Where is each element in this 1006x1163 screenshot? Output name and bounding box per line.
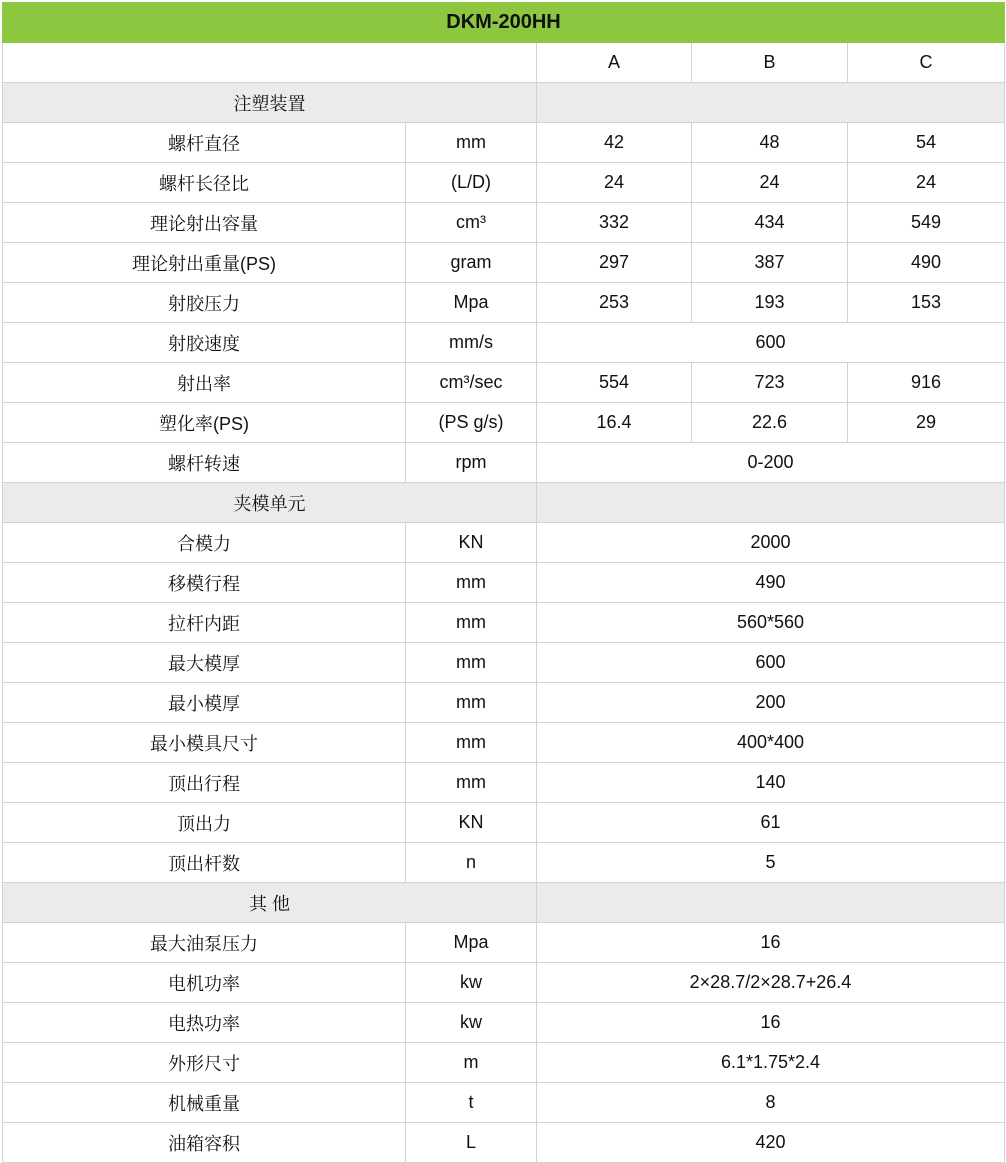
value-shared: 490 <box>537 563 1005 603</box>
param-name: 顶出力 <box>3 803 406 843</box>
param-unit: t <box>406 1083 537 1123</box>
spec-row <box>3 323 1005 363</box>
spec-table-body <box>3 3 1005 1163</box>
param-unit: mm <box>406 683 537 723</box>
value-b: 434 <box>692 203 848 243</box>
value-c: 24 <box>848 163 1005 203</box>
param-unit: n <box>406 843 537 883</box>
param-name: 顶出杆数 <box>3 843 406 883</box>
spec-row <box>3 523 1005 563</box>
value-shared: 420 <box>537 1123 1005 1163</box>
param-name: 最小模具尺寸 <box>3 723 406 763</box>
param-name: 理论射出重量(PS) <box>3 243 406 283</box>
param-unit: KN <box>406 803 537 843</box>
model-title: DKM-200HH <box>3 3 1005 43</box>
section-header-row <box>3 483 1005 523</box>
spec-row <box>3 203 1005 243</box>
spec-row <box>3 403 1005 443</box>
param-unit: Mpa <box>406 923 537 963</box>
param-name: 外形尺寸 <box>3 1043 406 1083</box>
value-c: 916 <box>848 363 1005 403</box>
param-name: 理论射出容量 <box>3 203 406 243</box>
param-name: 最大油泵压力 <box>3 923 406 963</box>
value-shared: 200 <box>537 683 1005 723</box>
value-shared: 8 <box>537 1083 1005 1123</box>
param-unit: mm <box>406 563 537 603</box>
spec-row <box>3 163 1005 203</box>
column-header-c: C <box>848 43 1005 83</box>
param-unit: kw <box>406 963 537 1003</box>
spec-table <box>2 2 1005 1163</box>
param-unit: mm <box>406 603 537 643</box>
header-blank-cell <box>3 43 537 83</box>
param-name: 射出率 <box>3 363 406 403</box>
value-shared: 600 <box>537 323 1005 363</box>
param-name: 油箱容积 <box>3 1123 406 1163</box>
value-b: 193 <box>692 283 848 323</box>
spec-row <box>3 843 1005 883</box>
value-a: 554 <box>537 363 692 403</box>
section-fill-cell <box>537 883 1005 923</box>
column-header-row <box>3 43 1005 83</box>
value-shared: 16 <box>537 1003 1005 1043</box>
spec-row <box>3 923 1005 963</box>
value-c: 153 <box>848 283 1005 323</box>
param-name: 螺杆直径 <box>3 123 406 163</box>
spec-row <box>3 1123 1005 1163</box>
param-name: 螺杆长径比 <box>3 163 406 203</box>
param-name: 射胶压力 <box>3 283 406 323</box>
param-unit: mm/s <box>406 323 537 363</box>
spec-row <box>3 963 1005 1003</box>
section-fill-cell <box>537 483 1005 523</box>
value-shared: 0-200 <box>537 443 1005 483</box>
value-c: 549 <box>848 203 1005 243</box>
param-unit: KN <box>406 523 537 563</box>
value-shared: 6.1*1.75*2.4 <box>537 1043 1005 1083</box>
value-a: 24 <box>537 163 692 203</box>
param-name: 机械重量 <box>3 1083 406 1123</box>
value-b: 723 <box>692 363 848 403</box>
spec-row <box>3 563 1005 603</box>
spec-row <box>3 243 1005 283</box>
section-label: 注塑装置 <box>3 83 537 123</box>
value-a: 42 <box>537 123 692 163</box>
section-header-row <box>3 883 1005 923</box>
param-unit: kw <box>406 1003 537 1043</box>
value-c: 490 <box>848 243 1005 283</box>
value-shared: 560*560 <box>537 603 1005 643</box>
spec-row <box>3 603 1005 643</box>
param-name: 射胶速度 <box>3 323 406 363</box>
param-unit: gram <box>406 243 537 283</box>
spec-row <box>3 1003 1005 1043</box>
param-unit: (PS g/s) <box>406 403 537 443</box>
spec-row <box>3 123 1005 163</box>
column-header-b: B <box>692 43 848 83</box>
param-name: 合模力 <box>3 523 406 563</box>
param-unit: mm <box>406 763 537 803</box>
value-shared: 61 <box>537 803 1005 843</box>
param-name: 顶出行程 <box>3 763 406 803</box>
spec-row <box>3 803 1005 843</box>
title-row <box>3 3 1005 43</box>
section-label: 其 他 <box>3 883 537 923</box>
value-shared: 2000 <box>537 523 1005 563</box>
section-label: 夹模单元 <box>3 483 537 523</box>
section-header-row <box>3 83 1005 123</box>
param-unit: (L/D) <box>406 163 537 203</box>
value-shared: 600 <box>537 643 1005 683</box>
param-name: 最大模厚 <box>3 643 406 683</box>
spec-row <box>3 643 1005 683</box>
spec-row <box>3 1083 1005 1123</box>
spec-row <box>3 1043 1005 1083</box>
value-a: 297 <box>537 243 692 283</box>
value-a: 253 <box>537 283 692 323</box>
param-unit: cm³/sec <box>406 363 537 403</box>
param-unit: mm <box>406 643 537 683</box>
param-unit: cm³ <box>406 203 537 243</box>
value-shared: 400*400 <box>537 723 1005 763</box>
section-fill-cell <box>537 83 1005 123</box>
spec-row <box>3 363 1005 403</box>
column-header-a: A <box>537 43 692 83</box>
spec-row <box>3 443 1005 483</box>
param-unit: mm <box>406 123 537 163</box>
spec-row <box>3 683 1005 723</box>
value-b: 22.6 <box>692 403 848 443</box>
param-name: 移模行程 <box>3 563 406 603</box>
value-b: 48 <box>692 123 848 163</box>
param-name: 拉杆内距 <box>3 603 406 643</box>
param-unit: Mpa <box>406 283 537 323</box>
value-shared: 16 <box>537 923 1005 963</box>
value-shared: 2×28.7/2×28.7+26.4 <box>537 963 1005 1003</box>
spec-row <box>3 723 1005 763</box>
param-unit: rpm <box>406 443 537 483</box>
param-unit: mm <box>406 723 537 763</box>
value-c: 54 <box>848 123 1005 163</box>
param-unit: L <box>406 1123 537 1163</box>
param-name: 电机功率 <box>3 963 406 1003</box>
value-shared: 5 <box>537 843 1005 883</box>
param-name: 最小模厚 <box>3 683 406 723</box>
param-name: 塑化率(PS) <box>3 403 406 443</box>
spec-row <box>3 283 1005 323</box>
value-shared: 140 <box>537 763 1005 803</box>
param-unit: m <box>406 1043 537 1083</box>
param-name: 电热功率 <box>3 1003 406 1043</box>
value-a: 332 <box>537 203 692 243</box>
value-c: 29 <box>848 403 1005 443</box>
value-a: 16.4 <box>537 403 692 443</box>
value-b: 387 <box>692 243 848 283</box>
value-b: 24 <box>692 163 848 203</box>
param-name: 螺杆转速 <box>3 443 406 483</box>
spec-row <box>3 763 1005 803</box>
